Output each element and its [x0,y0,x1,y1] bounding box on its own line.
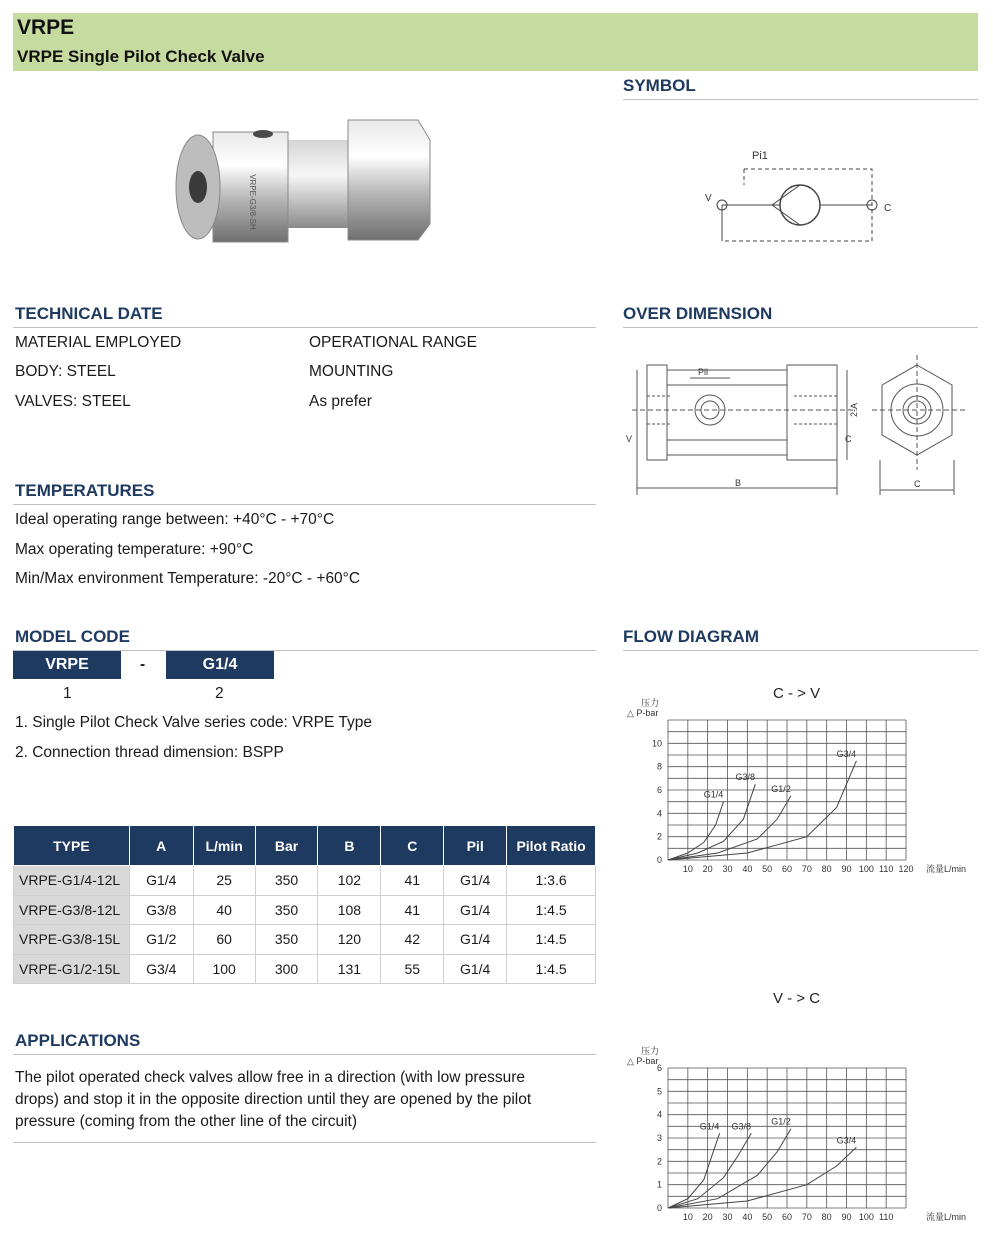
col-bar: Bar [255,826,318,866]
model-code-note2: 2. Connection thread dimension: BSPP [15,744,284,761]
applications-line1: The pilot operated check valves allow free in a direction (with low pressure [15,1069,526,1086]
cell-type: VRPE-G1/2-15L [14,954,130,984]
cell-lmin: 25 [193,866,255,896]
cell-bar: 350 [255,925,318,955]
cell-c: 55 [381,954,444,984]
applications-line2: drops) and stop it in the opposite direction until they are opened by the pilot [15,1091,532,1108]
temp-env: Min/Max environment Temperature: -20°C - +60°C [15,570,361,587]
x-tick-label: 110 [878,864,894,874]
x-axis-label: 流量L/min [925,864,967,874]
technical-heading: TECHNICAL DATE [15,304,163,323]
table-row [14,954,596,984]
cell-c: 41 [381,895,444,925]
series-line [668,796,791,860]
product-code: VRPE [17,16,75,39]
x-tick-label: 40 [742,1212,753,1222]
cell-bar: 350 [255,895,318,925]
series-label: G1/4 [703,789,724,800]
x-tick-label: 100 [858,864,874,874]
y-tick-label: 8 [656,761,662,772]
technical-valves: VALVES: STEEL [15,393,131,410]
cell-a: G3/8 [129,895,193,925]
y-tick-label: 6 [656,1063,662,1073]
x-tick-label: 50 [762,1212,773,1222]
symbol-heading: SYMBOL [623,76,696,95]
y-tick-label: 2 [656,1156,662,1167]
technical-rule [13,327,596,328]
x-tick-label: 80 [821,864,832,874]
model-code-note1: 1. Single Pilot Check Valve series code: VRPE Type [15,714,372,731]
flow-cv-title: C - > V [773,685,821,702]
model-code-heading: MODEL CODE [15,627,130,646]
cell-b: 102 [318,866,381,896]
applications-heading: APPLICATIONS [15,1031,141,1050]
series-label: G3/8 [735,772,756,783]
table-row [14,895,596,925]
y-axis-label: △ P-bar [627,708,659,718]
x-tick-label: 30 [722,1212,733,1222]
cell-bar: 350 [255,866,318,896]
y-tick-label: 3 [656,1133,662,1143]
y-tick-label: 2 [656,831,662,842]
series-line [668,1133,751,1208]
y-tick-label: 0 [656,1203,662,1213]
temp-ideal: Ideal operating range between: +40°C - +70°C [15,511,335,528]
cell-a: G3/4 [129,954,193,984]
dim-pil: Pil [698,367,709,377]
table-row [14,866,596,896]
x-tick-label: 90 [841,864,852,874]
cell-pil: G1/4 [444,925,507,955]
dim-v: V [626,434,633,444]
title-banner [13,13,978,71]
y-tick-label: 10 [651,738,662,749]
spec-table [13,825,596,984]
dim-c-side: C [845,434,852,444]
temp-max: Max operating temperature: +90°C [15,541,254,558]
table-row [14,925,596,955]
series-line [668,802,724,860]
series-label: G3/8 [731,1121,752,1132]
product-subtitle: VRPE Single Pilot Check Valve [17,47,265,66]
technical-body: BODY: STEEL [15,363,116,380]
cell-c: 41 [381,866,444,896]
y-tick-label: 0 [656,855,662,865]
x-tick-label: 10 [682,864,693,874]
cell-ratio: 1:3.6 [507,866,596,896]
x-tick-label: 80 [821,1212,832,1222]
temperatures-rule [13,504,596,505]
cell-pil: G1/4 [444,895,507,925]
cell-lmin: 60 [193,925,255,955]
cell-ratio: 1:4.5 [507,895,596,925]
technical-material: MATERIAL EMPLOYED [15,334,182,351]
spec-table-header [14,826,596,866]
series-line [668,761,856,860]
cell-pil: G1/4 [444,866,507,896]
check-valve-symbol [700,145,900,245]
flow-vc-title: V - > C [773,990,821,1007]
series-label: G1/2 [771,783,791,794]
cell-pil: G1/4 [444,954,507,984]
dimension-heading: OVER DIMENSION [623,304,773,323]
col-b: B [318,826,381,866]
y-tick-label: 4 [656,808,662,819]
dim-b: B [735,478,742,488]
cell-lmin: 40 [193,895,255,925]
x-tick-label: 90 [841,1212,852,1222]
applications-rule [13,1054,596,1055]
x-tick-label: 20 [702,864,713,874]
col-lmin: L/min [193,826,255,866]
symbol-port-c: C [884,203,892,214]
x-tick-label: 100 [858,1212,874,1222]
model-code-separator: - [140,656,146,673]
x-tick-label: 60 [781,1212,793,1222]
cell-lmin: 100 [193,954,255,984]
col-c: C [381,826,444,866]
col-pil: Pil [444,826,507,866]
col-a: A [129,826,193,866]
x-tick-label: 70 [801,864,812,874]
x-tick-label: 120 [898,864,914,874]
product-photo [168,112,438,262]
y-axis-label: 压力 [641,698,660,708]
x-tick-label: 10 [682,1212,693,1222]
x-tick-label: 110 [878,1212,894,1222]
flow-heading: FLOW DIAGRAM [623,627,759,646]
cell-b: 108 [318,895,381,925]
symbol-pilot-label: Pi1 [752,150,768,162]
flow-chart-vc [623,1046,978,1225]
model-code-part1: VRPE [13,651,121,679]
col-type: TYPE [14,826,130,866]
applications-line3: pressure (coming from the other line of the circuit) [15,1113,357,1130]
temperatures-heading: TEMPERATURES [15,481,155,500]
symbol-rule [623,99,978,100]
x-tick-label: 30 [722,864,733,874]
flow-rule [623,650,978,651]
dim-2a: 2-A [849,402,859,418]
cell-type: VRPE-G3/8-12L [14,895,130,925]
series-line [668,1133,720,1208]
cell-ratio: 1:4.5 [507,925,596,955]
cell-a: G1/4 [129,866,193,896]
y-axis-label: 压力 [641,1046,660,1056]
x-tick-label: 40 [742,864,753,874]
symbol-port-v: V [705,193,712,204]
series-label: G3/4 [836,748,857,759]
cell-b: 120 [318,925,381,955]
x-tick-label: 50 [762,864,773,874]
dimension-rule [623,327,978,328]
series-label: G1/2 [771,1116,791,1127]
y-tick-label: 6 [656,785,662,795]
cell-a: G1/2 [129,925,193,955]
technical-range: OPERATIONAL RANGE [309,334,477,351]
cell-c: 42 [381,925,444,955]
y-tick-label: 1 [656,1179,662,1190]
series-label: G3/4 [836,1135,857,1146]
x-tick-label: 70 [801,1212,812,1222]
col-pilot-ratio: Pilot Ratio [507,826,596,866]
y-tick-label: 5 [656,1086,662,1097]
cell-ratio: 1:4.5 [507,954,596,984]
dimension-drawing [622,350,977,495]
x-axis-label: 流量L/min [925,1212,967,1222]
cell-type: VRPE-G3/8-15L [14,925,130,955]
dim-c-front: C [914,479,921,489]
y-tick-label: 4 [656,1109,662,1120]
x-tick-label: 60 [781,864,793,874]
applications-bottom-rule [13,1142,596,1143]
model-code-num1: 1 [63,685,72,702]
technical-mounting: MOUNTING [309,363,394,380]
photo-engraving: VRPE-G3/8-SH [248,174,257,230]
y-axis-label: △ P-bar [627,1056,659,1066]
cell-type: VRPE-G1/4-12L [14,866,130,896]
series-label: G1/4 [699,1121,720,1132]
technical-prefer: As prefer [309,393,372,410]
model-code-num2: 2 [215,685,224,702]
x-tick-label: 20 [702,1212,713,1222]
model-code-part2: G1/4 [166,651,274,679]
cell-b: 131 [318,954,381,984]
cell-bar: 300 [255,954,318,984]
flow-chart-cv [623,698,978,878]
